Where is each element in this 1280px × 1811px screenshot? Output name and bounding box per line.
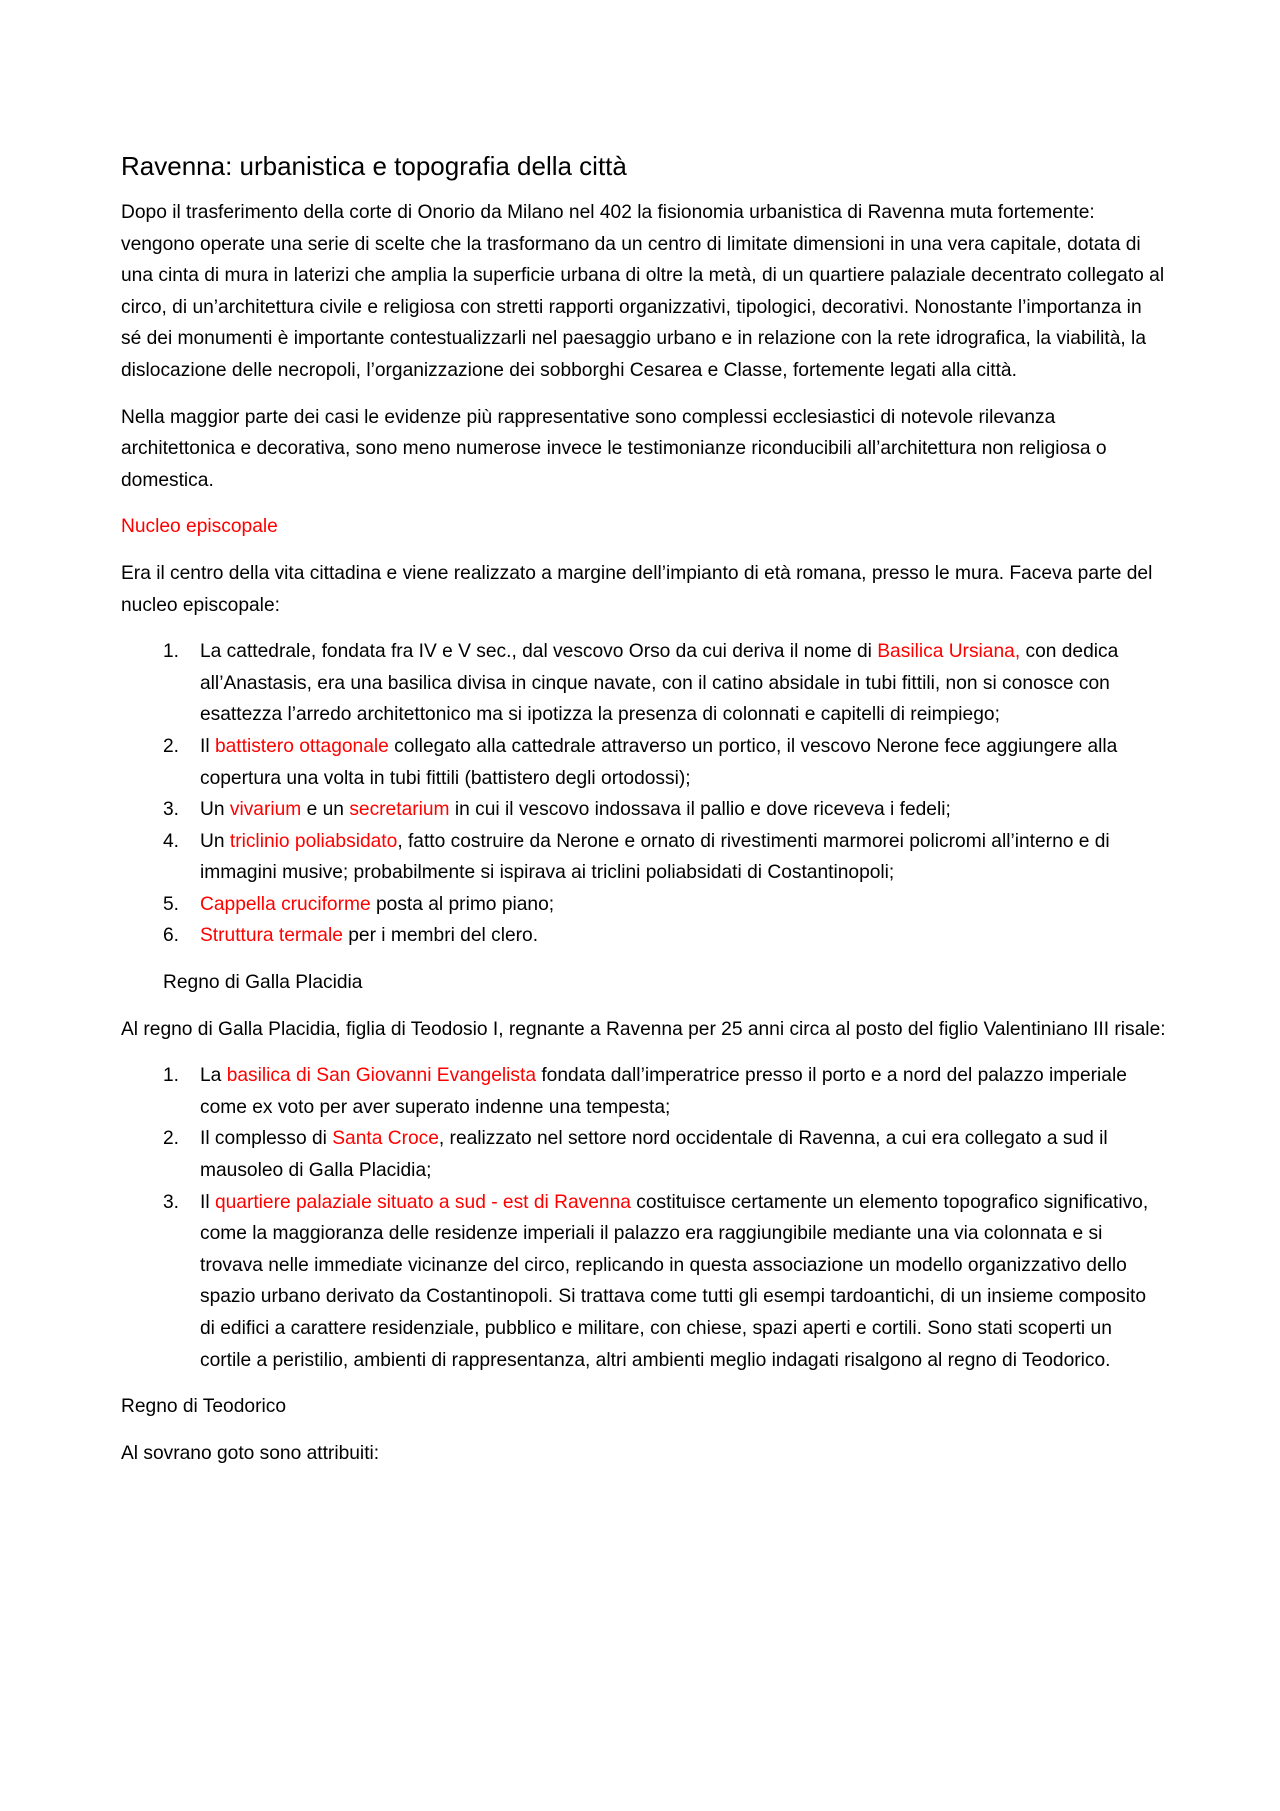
highlighted-term: Santa Croce bbox=[332, 1128, 439, 1150]
highlighted-term: Struttura termale bbox=[200, 925, 343, 947]
highlighted-term: secretarium bbox=[349, 799, 450, 821]
highlighted-term: vivarium bbox=[229, 799, 302, 821]
list-galla-placidia bbox=[121, 1060, 1166, 1376]
list-item bbox=[121, 1123, 1166, 1186]
list-number: 3. bbox=[163, 799, 180, 821]
item-text: collegato alla cattedrale attraverso un portico, il vescovo Nerone fece aggiungere alla copertura una volta in tubi fittili (battistero degli ortodossi); bbox=[200, 735, 1118, 789]
list-item bbox=[121, 794, 1166, 826]
item-text: La cattedrale, fondata fra IV e V sec., dal vescovo Orso da cui deriva il nome di bbox=[200, 641, 878, 663]
item-text: Un bbox=[200, 830, 230, 852]
list-item bbox=[121, 889, 1166, 921]
list-number: 6. bbox=[163, 925, 180, 947]
item-text: in cui il vescovo indossava il pallio e dove riceveva i fedeli; bbox=[449, 799, 951, 821]
item-text: Il complesso di bbox=[200, 1128, 333, 1150]
page-title: Ravenna: urbanistica e topografia della città bbox=[121, 151, 627, 181]
list-number: 5. bbox=[163, 893, 180, 915]
list-item bbox=[121, 1060, 1166, 1123]
list-number: 1. bbox=[163, 641, 180, 663]
list-nucleo-episcopale bbox=[121, 636, 1166, 952]
list-item bbox=[121, 731, 1166, 794]
list-number: 3. bbox=[163, 1191, 180, 1213]
intro-paragraph-2: Nella maggior parte dei casi le evidenze più rappresentative sono complessi ecclesiastici di notevole rilevanza architettonica e decorativa, sono meno numerose invece le testimonianze riconducibili all’architettura non religiosa o domestica. bbox=[121, 406, 1107, 491]
item-text: , fatto costruire da Nerone e ornato di rivestimenti marmorei policromi all’interno e di immagini musive; probabilmente si ispirava ai triclini poliabsidati di Costantinopoli; bbox=[200, 830, 1110, 884]
item-text: posta al primo piano; bbox=[370, 893, 555, 915]
item-text: per i membri del clero. bbox=[342, 925, 539, 947]
list-item bbox=[121, 1187, 1166, 1377]
list-item bbox=[121, 826, 1166, 889]
section-heading-teodorico: Regno di Teodorico bbox=[121, 1396, 286, 1418]
item-text: Il bbox=[200, 1191, 215, 1213]
item-text: con dedica all’Anastasis, era una basilica divisa in cinque navate, con il catino absidale in tubi fittili, non si conosce con esattezza l’arredo architettonico ma si ipotizza la presenza di colonnati e capitelli di reimpiego; bbox=[200, 641, 1119, 726]
item-text: Un bbox=[200, 799, 230, 821]
section-intro-teodorico: Al sovrano goto sono attribuiti: bbox=[121, 1442, 380, 1464]
item-text: e un bbox=[301, 799, 350, 821]
list-item bbox=[121, 920, 1166, 952]
list-number: 1. bbox=[163, 1065, 180, 1087]
item-text: La bbox=[200, 1065, 227, 1087]
intro-paragraph-1: Dopo il trasferimento della corte di Onorio da Milano nel 402 la fisionomia urbanistica di Ravenna muta fortemente: vengono operate una serie di scelte che la trasformano da un centro di limitate dimensioni in una vera capitale, dotata di una cinta di mura in laterizi che amplia la superficie urbana di oltre la metà, di un quartiere palaziale decentrato collegato al circo, di un’architettura civile e religiosa con stretti rapporti organizzativi, tipologici, decorativi. Nonostante l’importanza in sé dei monumenti è importante contestualizzarli nel paesaggio urbano e in relazione con la rete idrografica, la viabilità, la dislocazione delle necropoli, l’organizzazione dei sobborghi Cesarea e Classe, fortemente legati alla città. bbox=[121, 202, 1165, 381]
highlighted-term: triclinio poliabsidato bbox=[229, 830, 398, 852]
highlighted-term: quartiere palaziale situato a sud - est di Ravenna bbox=[214, 1191, 631, 1213]
highlighted-term: Cappella cruciforme bbox=[200, 893, 371, 915]
item-text: Il bbox=[200, 735, 215, 757]
item-text: fondata dall’imperatrice presso il porto e a nord del palazzo imperiale come ex voto per aver superato indenne una tempesta; bbox=[200, 1065, 1127, 1118]
list-item bbox=[121, 636, 1166, 731]
section-intro-nucleo-episcopale: Era il centro della vita cittadina e viene realizzato a margine dell’impianto di età romana, presso le mura. Faceva parte del nucleo episcopale: bbox=[121, 562, 1153, 616]
section-heading-nucleo-episcopale: Nucleo episcopale bbox=[121, 516, 278, 538]
item-text: , realizzato nel settore nord occidentale di Ravenna, a cui era collegato a sud il mausoleo di Galla Placidia; bbox=[200, 1128, 1108, 1182]
item-text: costituisce certamente un elemento topografico significativo, come la maggioranza delle residenze imperiali il palazzo era raggiungibile mediante una via colonnata e si trovava nelle immediate vicinanze del circo, replicando in questa associazione un modello organizzativo dello spazio urbano derivato da Costantinopoli. Si trattava come tutti gli esempi tardoantichi, di un insieme composito di edifici a carattere residenziale, pubblico e militare, con chiese, spazi aperti e cortili. Sono stati scoperti un cortile a peristilio, ambienti di rappresentanza, altri ambienti meglio indagati risalgono al regno di Teodorico. bbox=[200, 1191, 1149, 1371]
section-heading-galla-placidia: Regno di Galla Placidia bbox=[163, 972, 363, 994]
highlighted-term: basilica di San Giovanni Evangelista bbox=[226, 1065, 537, 1087]
list-number: 2. bbox=[163, 1128, 180, 1150]
highlighted-term: battistero ottagonale bbox=[214, 735, 389, 757]
highlighted-term: Basilica Ursiana, bbox=[877, 641, 1021, 663]
section-intro-galla-placidia: Al regno di Galla Placidia, figlia di Teodosio I, regnante a Ravenna per 25 anni circa al posto del figlio Valentiniano III risale: bbox=[121, 1018, 1166, 1040]
list-number: 2. bbox=[163, 735, 180, 757]
list-number: 4. bbox=[163, 830, 180, 852]
document-body bbox=[121, 150, 1166, 1484]
